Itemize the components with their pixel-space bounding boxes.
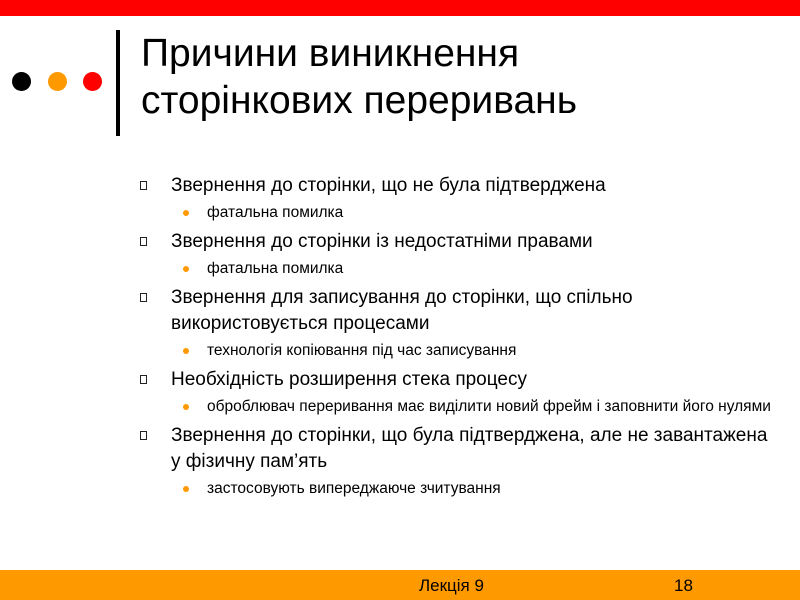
square-outline-bullet-icon [140,237,147,246]
bullet-item [140,173,780,224]
decorative-dots [12,72,104,92]
square-outline-bullet-icon [140,375,147,384]
bullet-item [140,367,780,418]
bullet-list [140,173,780,505]
bullet-item-text: Необхідність розширення стека процесу [171,369,527,390]
orange-dot-bullet-icon [183,486,189,492]
bullet-item [140,285,780,362]
sub-bullet-item [171,258,780,280]
slide-title-line-1: Причини виникнення [141,32,520,75]
sub-bullet-text: оброблювач переривання має виділити новий фрейм і заповнити його нулями [207,398,771,415]
bullet-item [140,423,780,500]
orange-dot-bullet-icon [183,266,189,272]
orange-dot-bullet-icon [183,210,189,216]
page-number: 18 [674,576,693,595]
footer-lecture-label: Лекція 9 [419,576,484,595]
bullet-item-text: Звернення до сторінки, що не була підтверджена [171,175,606,196]
square-outline-bullet-icon [140,181,147,190]
red-dot-icon [83,72,102,91]
sub-bullet-item [171,396,780,418]
square-outline-bullet-icon [140,293,147,302]
bullet-item-text: Звернення до сторінки із недостатніми правами [171,231,593,252]
top-accent-bar [0,0,800,16]
orange-dot-bullet-icon [183,404,189,410]
slide-title-line-2: сторінкових переривань [141,79,578,122]
bullet-item-text: Звернення до сторінки, що була підтверджена, але не завантажена у фізичну пам’ять [171,425,768,472]
sub-bullet-text: технологія копіювання під час записування [207,342,517,359]
black-dot-icon [12,72,31,91]
sub-bullet-list [171,396,780,418]
sub-bullet-item [171,478,780,500]
title-divider [116,30,120,136]
sub-bullet-text: застосовують випереджаюче зчитування [207,480,501,497]
square-outline-bullet-icon [140,431,147,440]
orange-dot-icon [48,72,67,91]
footer-bar [0,570,800,600]
sub-bullet-text: фатальна помилка [207,260,344,277]
bullet-item-text: Звернення для записування до сторінки, що спільно використовується процесами [171,287,633,334]
sub-bullet-text: фатальна помилка [207,204,344,221]
sub-bullet-item [171,202,780,224]
sub-bullet-list [171,202,780,224]
sub-bullet-list [171,478,780,500]
orange-dot-bullet-icon [183,348,189,354]
sub-bullet-list [171,340,780,362]
bullet-item [140,229,780,280]
sub-bullet-item [171,340,780,362]
slide-title [141,30,781,124]
sub-bullet-list [171,258,780,280]
